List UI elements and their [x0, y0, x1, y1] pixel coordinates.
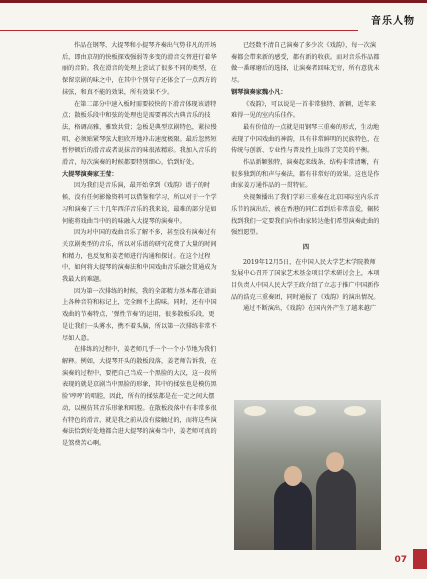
paragraph: 在第二部分中速入板时需要较快的下滑音体现该谱特点；散板乐段中和弦的处理也是需要再次古典音乐的技法，格调高雅，雅致共赏；急板是典型京剧特色，紧拉慢唱，必须贴紧琴弦大胆欣开地冲击速度极限。最后忽然短暂停顿后的滑音或者说抹音的味很浓精彩。我加入音乐的滑音，每次演奏的时候都要特别细心，恰到好处。 — [62, 100, 217, 167]
person-left — [274, 480, 312, 550]
ceiling-lamp-icon — [294, 406, 316, 416]
page-number: 07 — [394, 555, 407, 565]
paragraph: 因为我们是音乐演，最开始拿到《戏韵》谱子的时候，没有任何影像资料可以借鉴和学习，所以对于一个学习和演奏了三十几年西洋音乐的我来说，最难的部分是如何能将戏曲当中的的味融入大提琴的演奏中。 — [62, 182, 217, 225]
ceiling-lamp-icon — [344, 406, 366, 416]
paragraph: 作品在钢琴、大提琴和小提琴齐奏出气势非凡的开场后，即由京胡的快板探戏强弱等多变的滑音交替进行着华丽的音阶。我在滑音的处理上尝试了很多不同的类型，在保留京剧的味之中，在其中个别句子还体会了一点西方的抹弦，和真不能的效果，所有效果不少。 — [62, 42, 217, 96]
paragraph: 作品新颖独特，演奏起来线条、结构非常清晰，有很多独到的和声与奏法，都有非常好的效果。这也是作曲家姜万通作品的一贯特征。 — [231, 159, 380, 190]
paragraph: 在排练的过程中，姜老师几乎一个一个小节地为我们解释。例如，大提琴开头的散板段落，姜老师告诉我，在演奏的过程中，要把自己当成一个黑脸的大汉，这一段所表现的就是京剧当中黑脸的形象，其中的揉弦也是模仿黑脸‘哼哼’的唱腔，因此，所有的揉弦都是在一定之间大摆动，以模仿其音乐形象和唱腔。在散板段落中有非常多很有特色的滑音，就是我之前从没有接触过的，而将这些演奏法恰到好处地都合进大提琴的演奏当中，姜老师可真的是煞费苦心啊。 — [62, 346, 217, 447]
paragraph: 通过不断演出，《戏韵》在国内外产生了越来越广 — [243, 305, 377, 313]
paragraph: 因为对中国的戏曲音乐了解不多，甚至没有演奏过有关京剧类型的音乐，所以对乐谱的研究花费了大量的时间和精力，也反复和姜老师进行沟通和探讨。在这个过程中，如何将大提琴的演奏法和中国戏曲音乐融会贯通成为我最大的难题。 — [62, 229, 217, 284]
person-right — [316, 468, 356, 550]
left-column — [62, 40, 220, 450]
paragraph: 已经数不清自己演奏了多少次《戏韵》，每一次演奏都会带来新的感受，都有新的收获。而对音乐作品都做一番琢磨后的选择，让演奏者回味无穷，所有意犹未尽。 — [231, 42, 380, 85]
paragraph: 2019年12月5日，在中国人民大学艺术学院教师发展中心召开了国家艺术基金项目学术研讨会上，本项目负责人中国人民大学王政介绍了立志于推广中国新作品的浩克三重奏团，同时通报了《戏韵》的演出情况。 — [231, 258, 380, 301]
subhead-pianist: 钢琴演奏家魏小凡： — [231, 88, 287, 96]
right-column — [231, 40, 381, 315]
section-number: 四 — [302, 243, 310, 251]
person-left-head — [284, 466, 302, 486]
section-title: 音乐人物 — [371, 16, 415, 27]
paragraph: 因为第一次排练的时候，我的全部精力基本都在谱面上各种音符和标记上，完全顾不上韵味。同时，还有中国戏曲的节奏特点，‘弹性节奏’的运用，很多散板乐段，更是让我们一头雾水，携不着头脑，所以第一次排练非常不尽如人意。 — [62, 287, 217, 342]
ceiling-lamp-icon — [244, 406, 266, 416]
paragraph: 最有价值的一点就是用钢琴三重奏的形式，生动地表现了中国戏曲的神韵，具有非常鲜明的民族特色，在传统与创新、专业性与普及性上取得了完美的平衡。 — [231, 123, 380, 155]
subhead-cellist: 大提琴演奏家王莹： — [62, 170, 118, 178]
paragraph: 《戏韵》，可以说是一首非常独特、新颖，近年来难得一见的室内乐佳作。 — [231, 100, 377, 120]
person-right-head — [326, 452, 344, 472]
footer-mark — [413, 549, 427, 569]
event-photo — [234, 400, 381, 550]
header-rule — [0, 30, 358, 31]
header-bar — [0, 0, 427, 3]
paragraph: 央视频播出了我们学彩三重奏在北京国际室内乐音乐节的演出后，被在香港的同仁看到后非常喜爱，辗转找到我们一定要我们向作曲家转达他们希望演奏此曲的强烈愿望。 — [231, 194, 380, 237]
